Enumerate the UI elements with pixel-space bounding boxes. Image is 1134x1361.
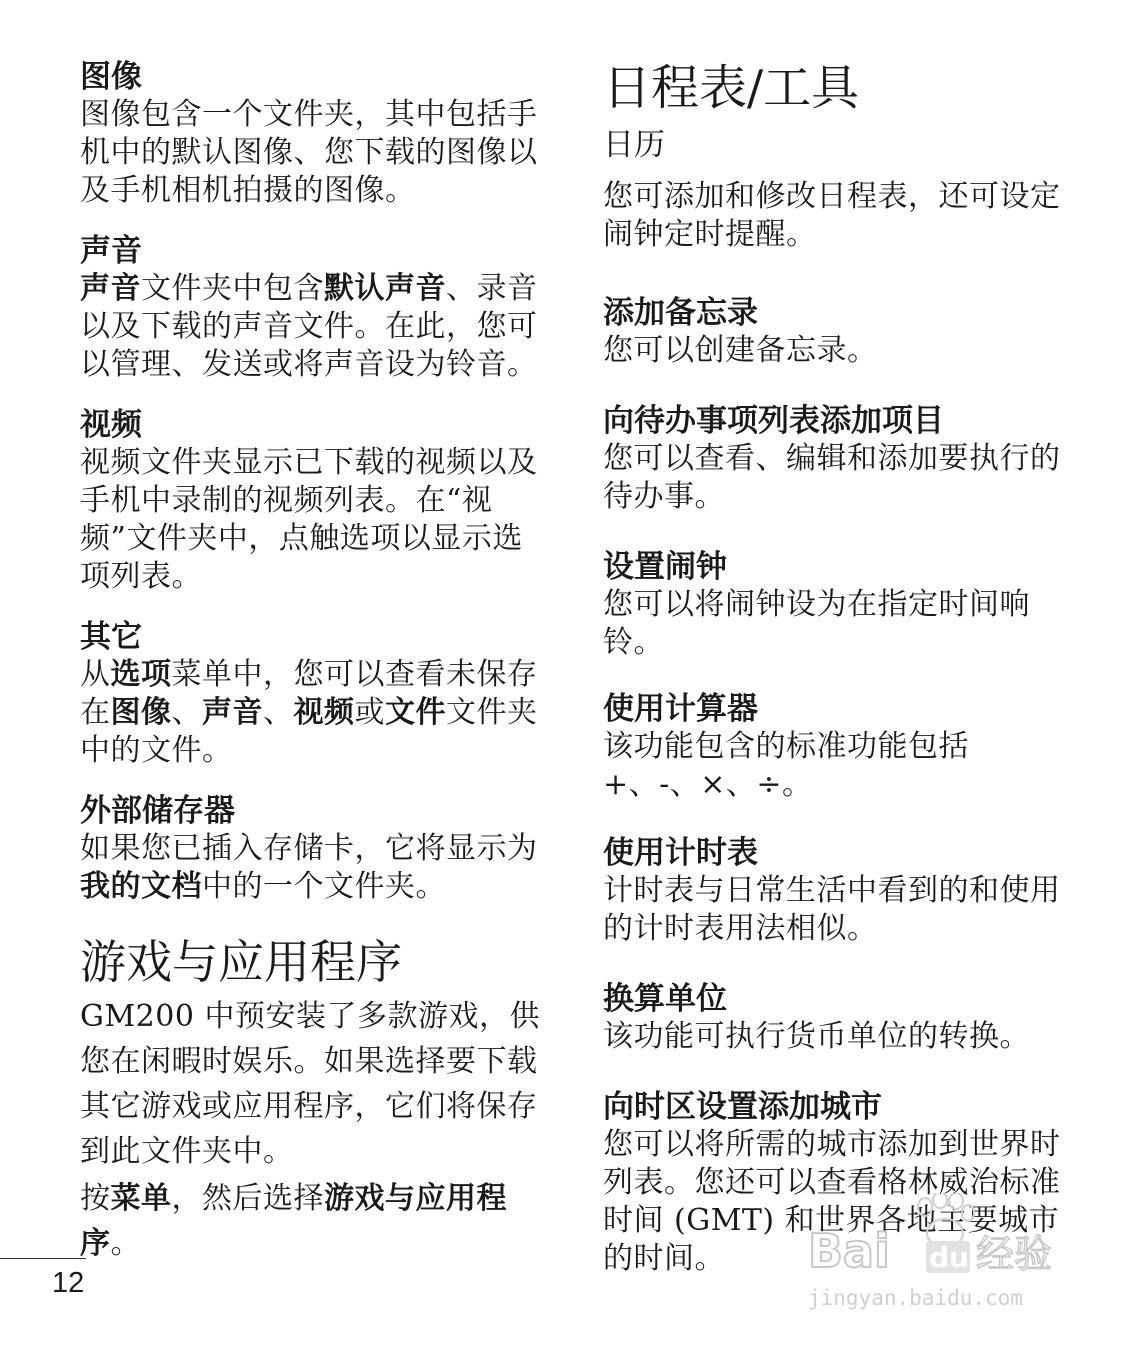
text-games-3: 。	[110, 1226, 141, 1261]
heading-images: 图像	[80, 59, 142, 95]
bold-default-sounds: 默认声音	[324, 271, 446, 306]
text-others-2: 、	[171, 695, 202, 730]
text-others-3: 、	[263, 695, 294, 730]
bold-my-documents: 我的文档	[80, 869, 202, 904]
text-others	[80, 656, 545, 770]
text-games-2: ，然后选择	[171, 1181, 324, 1216]
heading-todo: 向待办事项列表添加项目	[603, 403, 944, 439]
section-alarm	[603, 548, 1073, 662]
text-others-1: 菜单中，您可以查看未保存在	[80, 657, 538, 730]
text-memo: 您可以创建备忘录。	[603, 333, 878, 368]
text-calculator: 该功能包含的标准功能包括 +、-、×、÷。	[603, 729, 969, 802]
text-others-4: 或	[354, 695, 385, 730]
paw-toe-2	[933, 1193, 947, 1208]
heading-converter: 换算单位	[603, 981, 727, 1017]
watermark-brand: Bai	[808, 1224, 890, 1278]
section-sounds	[80, 232, 545, 384]
heading-videos: 视频	[80, 407, 142, 443]
baidu-watermark	[808, 1193, 1068, 1313]
text-others-5: 文件夹中的文件。	[80, 695, 538, 768]
watermark-label: 经验	[976, 1232, 1053, 1276]
paw-toe-1	[918, 1198, 932, 1216]
section-games	[80, 932, 545, 1266]
text-others-0: 从	[80, 657, 111, 692]
watermark-url: jingyan.baidu.com	[808, 1286, 1023, 1310]
text-videos: 视频文件夹显示已下载的视频以及手机中录制的视频列表。在“视频”文件夹中，点触选项以显示选项列表。	[80, 445, 538, 594]
heading-games: 游戏与应用程序	[80, 935, 402, 989]
heading-worldclock: 向时区设置添加城市	[603, 1089, 882, 1125]
text-sounds-2: 、录音以及下载的声音文件。在此，您可以管理、发送或将声音设为铃音。	[80, 271, 538, 382]
heading-organizer: 日程表/工具	[603, 60, 860, 116]
text-external	[80, 830, 545, 906]
section-videos	[80, 406, 545, 596]
heading-sounds: 声音	[80, 233, 142, 269]
heading-calculator: 使用计算器	[603, 691, 758, 727]
text-external-1: 如果您已插入存储卡，它将显示为	[80, 831, 538, 866]
section-todo	[603, 402, 1073, 516]
bold-sounds: 声音	[80, 271, 141, 306]
section-others	[80, 618, 545, 770]
bold-files: 文件	[385, 695, 446, 730]
heading-calendar: 日历	[603, 127, 665, 163]
text-external-2: 中的一个文件夹。	[202, 869, 446, 904]
text-worldclock: 您可以将所需的城市添加到世界时列表。您还可以查看格林威治标准时间 (GMT) 和世界各地主要城市的时间。	[603, 1127, 1061, 1276]
watermark-brand-du: du	[929, 1241, 969, 1274]
section-stopwatch	[603, 834, 1073, 948]
bold-options: 选项	[110, 657, 172, 692]
section-calculator	[603, 690, 1073, 804]
heading-memo: 添加备忘录	[603, 295, 758, 331]
text-sounds-1: 文件夹中包含	[141, 271, 324, 306]
text-calendar: 您可添加和修改日程表，还可设定闹钟定时提醒。	[603, 179, 1061, 252]
heading-stopwatch: 使用计时表	[603, 835, 758, 871]
text-games: GM200 中预安装了多款游戏，供您在闲暇时娱乐。如果选择要下载其它游戏或应用程序，它们将保存到此文件夹中。	[80, 999, 540, 1169]
section-images	[80, 58, 545, 210]
section-memo	[603, 294, 1073, 370]
right-column	[603, 56, 1073, 1300]
text-games-1: 按	[80, 1181, 111, 1216]
section-converter	[603, 980, 1073, 1056]
section-external	[80, 792, 545, 906]
text-images: 图像包含一个文件夹，其中包括手机中的默认图像、您下载的图像以及手机相机拍摄的图像。	[80, 97, 538, 208]
text-sounds	[80, 270, 545, 384]
section-calendar	[603, 126, 1073, 254]
left-column	[80, 58, 545, 1288]
paw-toe-4	[962, 1205, 974, 1221]
text-alarm: 您可以将闹钟设为在指定时间响铃。	[603, 587, 1030, 660]
page-rule	[0, 1258, 86, 1259]
bold-menu: 菜单	[110, 1181, 172, 1216]
heading-others: 其它	[80, 619, 142, 655]
text-stopwatch: 计时表与日常生活中看到的和使用的计时表用法相似。	[603, 873, 1061, 946]
paw-toe-3	[949, 1193, 963, 1209]
text-converter: 该功能可执行货币单位的转换。	[603, 1019, 1030, 1054]
bold-sounds-2: 声音	[202, 695, 263, 730]
heading-external: 外部储存器	[80, 793, 235, 829]
bold-videos: 视频	[293, 695, 355, 730]
bold-images: 图像	[110, 695, 172, 730]
heading-alarm: 设置闹钟	[603, 549, 727, 585]
bold-games-apps: 游戏与应用程序	[80, 1181, 507, 1261]
text-games-instructions	[80, 1176, 545, 1266]
text-todo: 您可以查看、编辑和添加要执行的待办事。	[603, 441, 1061, 514]
page-number: 12	[52, 1267, 85, 1299]
